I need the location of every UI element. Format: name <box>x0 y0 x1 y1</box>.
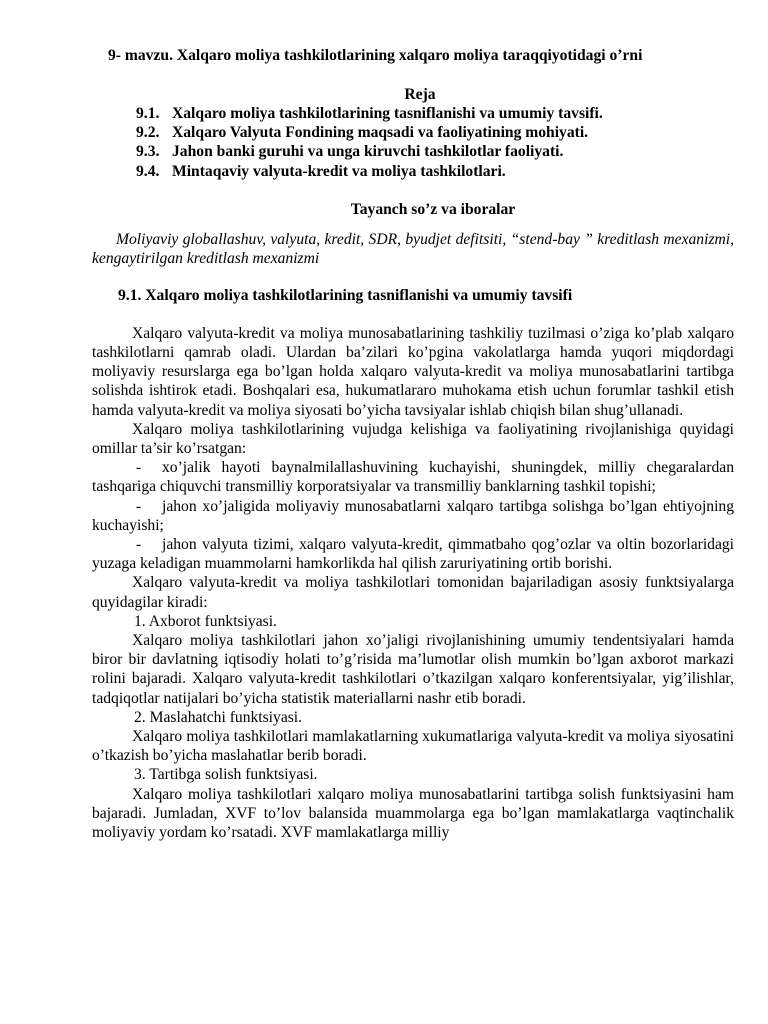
bullet-item <box>92 458 734 496</box>
plan-heading: Reja <box>404 86 436 103</box>
section-body <box>92 324 734 842</box>
plan-item-text: Jahon banki guruhi va unga kiruvchi tashkilotlar faoliyati. <box>172 143 564 161</box>
plan-item-number: 9.3. <box>136 143 160 161</box>
paragraph: Xalqaro moliya tashkilotlarining vujudga kelishiga va faoliyatining rivojlanishiga quyidagi omillar ta’sir ko’rsatgan: <box>92 420 734 458</box>
paragraph: Xalqaro valyuta-kredit va moliya munosabatlarining tashkiliy tuzilmasi o’ziga ko’plab xalqaro tashkilotlarni qamrab oladi. Ulardan ba’zilari ko’pgina vakolatlarga hamda yuqori miqdordagi moliyaviy resurslarga ega bo’lgan holda xalqaro valyuta-kredit va moliya munosabatlarini tartibga solishda ishtirok etadi. Boshqalari esa, hukumatlararo muhokama etish uchun forumlar tashkil etish hamda valyuta-kredit va moliya siyosati bo’yicha tavsiyalar ishlab chiqish bilan shug’ullanadi. <box>92 324 734 419</box>
plan-item-number: 9.4. <box>136 162 160 180</box>
function-heading: 2. Maslahatchi funktsiyasi. <box>134 708 303 726</box>
keywords-heading: Tayanch so’z va iboralar <box>350 200 516 218</box>
bullet-dash: - <box>136 459 142 477</box>
function-heading: 1. Axborot funktsiyasi. <box>134 612 277 630</box>
bullet-text: xo’jalik hayoti baynalmilallashuvining kuchayishi, shuningdek, milliy chegaralardan tashqariga chiquvchi transmilliy korporatsiyalar va transmilliy banklarning tashkil topishi; <box>92 459 734 496</box>
paragraph: Xalqaro moliya tashkilotlari mamlakatlarning xukumatlariga valyuta-kredit va moliya siyosatini o’tkazish bo’yicha maslahatlar berib boradi. <box>92 728 734 765</box>
plan-item-number: 9.2. <box>136 124 160 142</box>
paragraph: Xalqaro moliya tashkilotlari xalqaro moliya munosabatlarini tartibga solish funktsiyasini ham bajaradi. Jumladan, XVF to’lov balansida muammolarga ega bo’lgan mamlakatlarga vaqtinchalik moliyaviy yordam ko’rsatadi. XVF mamlakatlarga milliy <box>92 785 734 842</box>
bullet-item <box>92 535 734 573</box>
paragraph: Xalqaro valyuta-kredit va moliya tashkilotlari tomonidan bajariladigan asosiy funktsiyalarga quyidagilar kiradi: <box>92 574 734 611</box>
plan-item <box>92 104 734 123</box>
plan-list <box>92 104 734 181</box>
plan-item <box>92 142 734 161</box>
plan-item <box>92 162 734 181</box>
bullet-text: jahon xo’jaligida moliyaviy munosabatlarni xalqaro tartibga solishga bo’lgan ehtiyojning kuchayishi; <box>92 497 734 534</box>
keywords-text: Moliyaviy globallashuv, valyuta, kredit, SDR, byudjet defitsiti, “stend-bay ” kreditlash mexanizmi, kengaytirilgan kreditlash mexanizmi <box>92 230 734 268</box>
document-page <box>92 46 734 842</box>
plan-item-text: Xalqaro moliya tashkilotlarining tasniflanishi va umumiy tavsifi. <box>172 105 603 122</box>
plan-item-text: Mintaqaviy valyuta-kredit va moliya tashkilotlari. <box>172 162 506 180</box>
bullet-text: jahon valyuta tizimi, xalqaro valyuta-kredit, qimmatbaho qog’ozlar va oltin bozorlaridagi yuzaga keladigan muammolarni hamkorlikda hal qilish zaruriyatining ortib borishi. <box>92 536 734 573</box>
plan-item-number: 9.1. <box>136 105 160 122</box>
bullet-dash: - <box>136 497 142 515</box>
function-heading: 3. Tartibga solish funktsiyasi. <box>134 766 318 784</box>
paragraph: Xalqaro moliya tashkilotlari jahon xo’jaligi rivojlanishining umumiy tendentsiyalari hamda biror bir davlatning iqtisodiy holati to’g’risida ma’lumotlar olish mumkin bo’lgan axborot markazi rolini bajaradi. Xalqaro valyuta-kredit tashkilotlari o’tkazilgan xalqaro konferentsiyalar, yig’ilishlar, tadqiqotlar natijalari bo’yicha statistik materiallarni nashr etib boradi. <box>92 632 734 707</box>
topic-title: 9- mavzu. Xalqaro moliya tashkilotlarining xalqaro moliya taraqqiyotidagi o’rni <box>108 47 643 64</box>
plan-item-text: Xalqaro Valyuta Fondining maqsadi va faoliyatining mohiyati. <box>172 124 589 142</box>
bullet-item <box>92 497 734 535</box>
section-heading: 9.1. Xalqaro moliya tashkilotlarining tasniflanishi va umumiy tavsifi <box>118 286 573 304</box>
plan-item <box>92 123 734 142</box>
bullet-dash: - <box>136 536 142 554</box>
